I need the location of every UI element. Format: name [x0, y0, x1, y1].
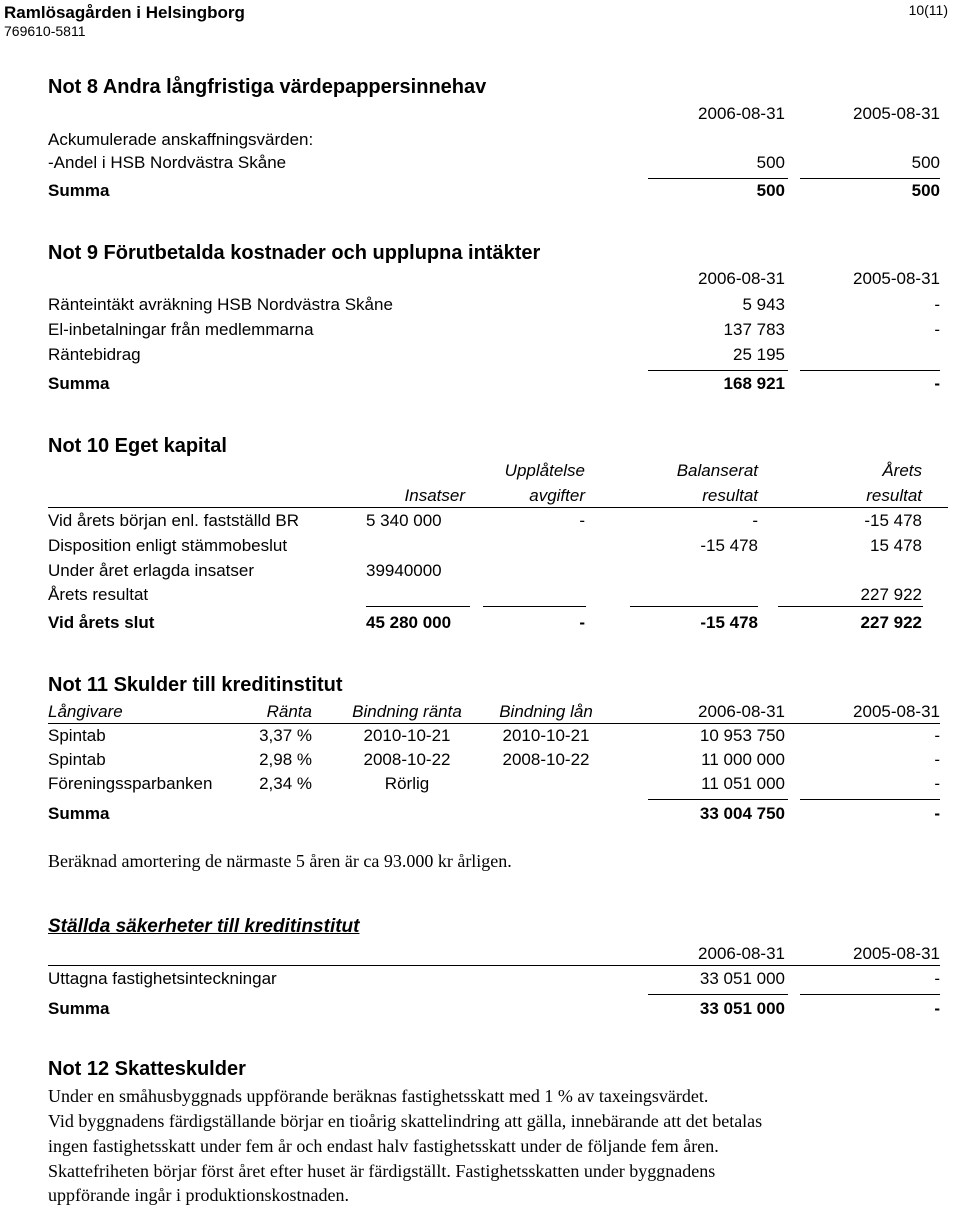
note10-row-arets: 15 478 — [870, 536, 922, 555]
securities-row-label: Uttagna fastighetsinteckningar — [48, 969, 277, 988]
note11-sum-label: Summa — [48, 804, 110, 823]
note10-row-label: Disposition enligt stämmobeslut — [48, 536, 288, 555]
note10-header-arets: Årets — [882, 461, 922, 480]
note12-text-line: uppförande ingår i produktionskostnaden. — [48, 1185, 349, 1205]
note10-sum-insatser: 45 280 000 — [366, 613, 452, 632]
note10-sum-rule3 — [630, 606, 758, 607]
note10-row-insatser: 5 340 000 — [366, 511, 442, 530]
note8-row-value2: 500 — [911, 153, 940, 172]
note11-row-lender: Spintab — [48, 726, 106, 745]
note12-text-line: ingen fastighetsskatt under fem år och endast halv fastighetsskatt under de följande fem åren. — [48, 1136, 719, 1156]
securities-sum-label: Summa — [48, 999, 110, 1018]
note8-col1-header: 2006-08-31 — [698, 104, 785, 123]
note10-row-insatser: 39940000 — [366, 561, 442, 580]
note11-sum-rule2 — [800, 799, 940, 800]
note11-row-rate: 2,98 % — [259, 750, 312, 769]
note10-sum-upplatelse: - — [579, 613, 585, 632]
note8-sum-rule1 — [648, 178, 788, 179]
organization-name: Ramlösagården i Helsingborg — [4, 3, 245, 22]
securities-header-rule — [48, 965, 940, 966]
note12-text-line: Under en småhusbyggnads uppförande beräknas fastighetsskatt med 1 % av taxeingsvärdet. — [48, 1086, 709, 1106]
note9-row-label: El-inbetalningar från medlemmarna — [48, 320, 314, 339]
note9-col1-header: 2006-08-31 — [698, 269, 785, 288]
note8-sum-value1: 500 — [756, 181, 785, 200]
note9-row-label: Ränteintäkt avräkning HSB Nordvästra Skåne — [48, 295, 393, 314]
note11-sum-value1: 33 004 750 — [699, 804, 785, 823]
note8-sum-rule2 — [800, 178, 940, 179]
note11-header-bindning-ranta: Bindning ränta — [352, 702, 462, 721]
note10-row-label: Vid årets början enl. fastställd BR — [48, 511, 300, 530]
securities-sum-value1: 33 051 000 — [699, 999, 785, 1018]
note9-col2-header: 2005-08-31 — [853, 269, 940, 288]
note8-sum-value2: 500 — [911, 181, 940, 200]
note10-sum-label: Vid årets slut — [48, 613, 155, 632]
note11-header-ranta: Ränta — [266, 702, 312, 721]
note11-header-rule — [48, 723, 940, 724]
page-number: 10(11) — [908, 2, 948, 18]
note11-row-value1: 11 051 000 — [701, 774, 785, 793]
note12-title: Not 12 Skatteskulder — [48, 1058, 246, 1080]
note9-sum-label: Summa — [48, 374, 110, 393]
note11-row-value1: 10 953 750 — [699, 726, 785, 745]
note9-row-value2: - — [934, 320, 940, 339]
note10-row-balanserat: - — [752, 511, 758, 530]
note11-sum-value2: - — [934, 804, 940, 823]
note8-col2-header: 2005-08-31 — [853, 104, 940, 123]
note9-row-value1: 25 195 — [733, 345, 785, 364]
note11-col2-header: 2005-08-31 — [853, 702, 940, 721]
note10-title: Not 10 Eget kapital — [48, 435, 227, 457]
note10-row-arets: 227 922 — [860, 585, 922, 604]
note10-sum-balanserat: -15 478 — [700, 613, 758, 632]
note8-row-value1: 500 — [756, 153, 785, 172]
note11-amortization-footnote: Beräknad amortering de närmaste 5 åren är ca 93.000 kr årligen. — [48, 851, 512, 871]
note11-sum-rule1 — [648, 799, 788, 800]
note11-col1-header: 2006-08-31 — [698, 702, 785, 721]
organization-number: 769610-5811 — [4, 23, 86, 39]
note10-sum-rule1 — [366, 606, 470, 607]
note8-section-label: Ackumulerade anskaffningsvärden: — [48, 130, 314, 149]
securities-row-value1: 33 051 000 — [699, 969, 785, 988]
securities-title: Ställda säkerheter till kreditinstitut — [48, 916, 360, 937]
note11-row-bindning-ranta: 2008-10-22 — [363, 750, 451, 769]
note10-sum-rule2 — [483, 606, 586, 607]
note9-sum-rule2 — [800, 370, 940, 371]
note10-header-avgifter: avgifter — [529, 486, 585, 505]
note9-row-label: Räntebidrag — [48, 345, 141, 364]
note9-title: Not 9 Förutbetalda kostnader och upplupna intäkter — [48, 242, 541, 264]
securities-sum-value2: - — [934, 999, 940, 1018]
note11-row-bindning-ranta: Rörlig — [384, 774, 430, 793]
securities-sum-rule2 — [800, 994, 940, 995]
note12-text-line: Skattefriheten börjar först året efter huset är färdigställt. Fastighetsskatten under byggnadens — [48, 1161, 716, 1181]
note10-header-insatser: Insatser — [404, 486, 465, 505]
note12-text-line: Vid byggnadens färdigställande börjar en tioårig skattelindring att gälla, innebärande att det betalas — [48, 1111, 763, 1131]
note9-sum-value2: - — [934, 374, 940, 393]
note9-row-value1: 5 943 — [742, 295, 785, 314]
note10-header-balanserat-resultat: resultat — [702, 486, 758, 505]
note11-row-value2: - — [934, 774, 940, 793]
securities-row-value2: - — [934, 969, 940, 988]
note8-row-label: -Andel i HSB Nordvästra Skåne — [48, 153, 287, 172]
note11-header-bindning-lan: Bindning lån — [499, 702, 593, 721]
note11-row-lender: Föreningssparbanken — [48, 774, 213, 793]
note11-row-rate: 3,37 % — [259, 726, 312, 745]
note10-row-label: Under året erlagda insatser — [48, 561, 255, 580]
note10-row-balanserat: -15 478 — [700, 536, 758, 555]
note8-title: Not 8 Andra långfristiga värdepappersinnehav — [48, 76, 487, 98]
securities-col2-header: 2005-08-31 — [853, 944, 940, 963]
note11-row-lender: Spintab — [48, 750, 106, 769]
note10-header-balanserat: Balanserat — [676, 461, 758, 480]
note11-row-rate: 2,34 % — [259, 774, 312, 793]
note11-header-langivare: Långivare — [48, 702, 123, 721]
note11-row-value2: - — [934, 726, 940, 745]
note10-header-rule — [48, 507, 948, 508]
securities-sum-rule1 — [648, 994, 788, 995]
note10-row-label: Årets resultat — [48, 585, 149, 604]
note11-row-bindning-lan: 2010-10-21 — [502, 726, 590, 745]
note11-title: Not 11 Skulder till kreditinstitut — [48, 674, 343, 696]
note10-header-upplatelse: Upplåtelse — [504, 461, 585, 480]
note9-sum-rule1 — [648, 370, 788, 371]
note11-row-bindning-ranta: 2010-10-21 — [363, 726, 451, 745]
securities-col1-header: 2006-08-31 — [698, 944, 785, 963]
note10-header-arets-resultat: resultat — [866, 486, 922, 505]
note10-sum-rule4 — [778, 606, 923, 607]
note9-row-value1: 137 783 — [723, 320, 785, 339]
note10-row-arets: -15 478 — [864, 511, 922, 530]
note9-row-value2: - — [934, 295, 940, 314]
note11-row-value2: - — [934, 750, 940, 769]
note8-sum-label: Summa — [48, 181, 110, 200]
note10-sum-arets: 227 922 — [860, 613, 922, 632]
note11-row-value1: 11 000 000 — [701, 750, 785, 769]
note11-row-bindning-lan: 2008-10-22 — [502, 750, 590, 769]
note10-row-upplatelse: - — [579, 511, 585, 530]
note9-sum-value1: 168 921 — [723, 374, 785, 393]
